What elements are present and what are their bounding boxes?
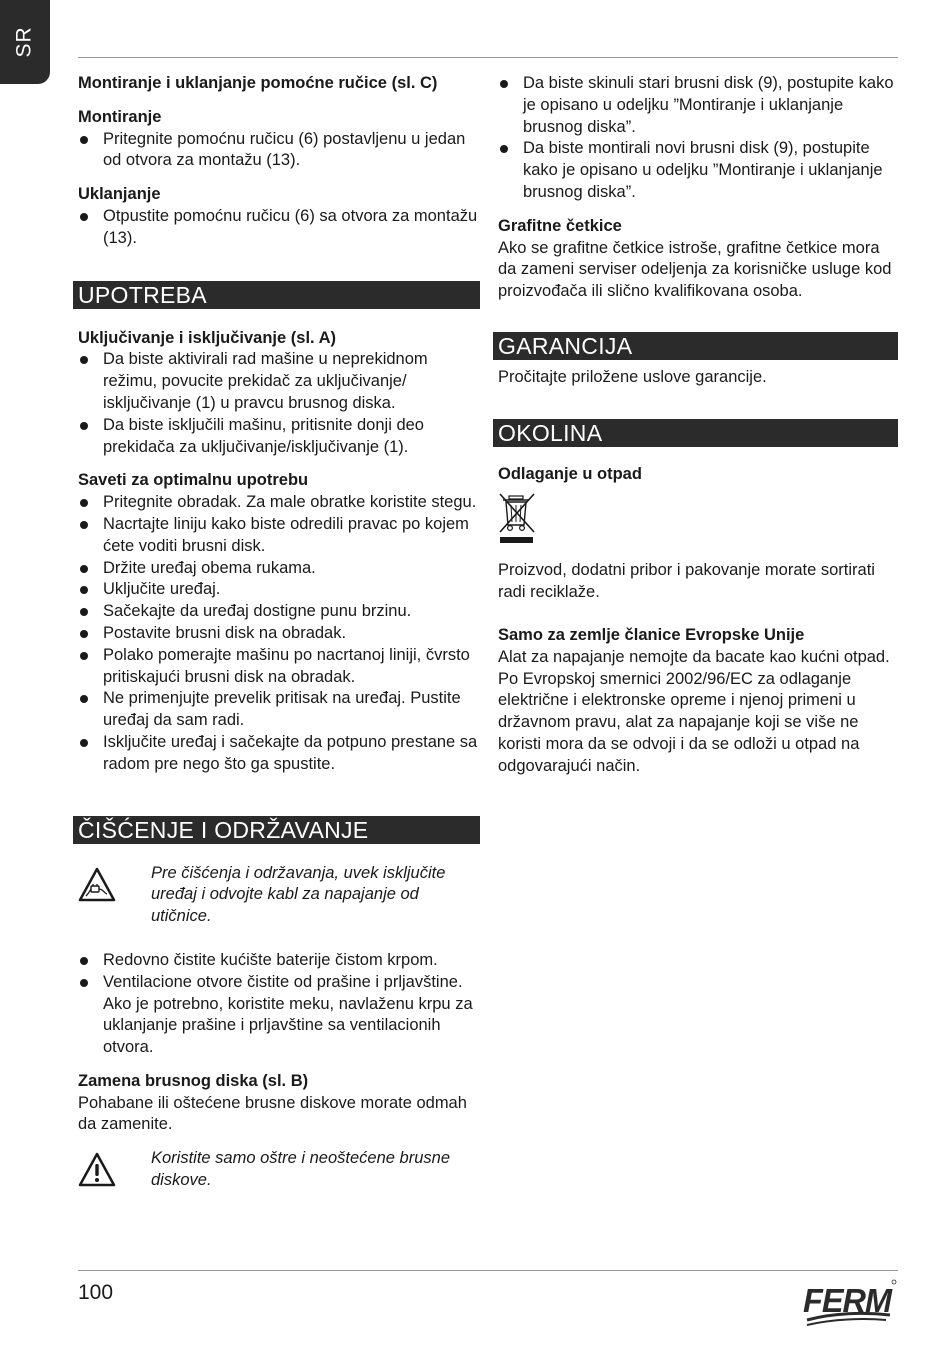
switch-subheading: Uključivanje i isključivanje (sl. A) (78, 328, 336, 347)
right-column (498, 73, 898, 778)
language-tab (0, 0, 50, 84)
disposal-subheading: Odlaganje u otpad (498, 464, 642, 483)
replace-disc-text: Pohabane ili oštećene brusne diskove morate odmah da zamenite. (78, 1093, 467, 1134)
switch-list (78, 349, 480, 458)
mount-subheading: Montiranje (78, 107, 162, 126)
list-item: Pritegnite pomoćnu ručicu (6) postavljenu u jedan od otvora za montažu (13). (78, 129, 480, 173)
section-bar-warranty: GARANCIJA (493, 332, 898, 360)
top-rule (78, 57, 898, 58)
page-number: 100 (78, 1281, 114, 1304)
weee-crossed-bin-icon (498, 492, 898, 551)
ferm-logo-text: FERM (803, 1282, 894, 1319)
list-item: Da biste isključili mašinu, pritisnite donji deo prekidača za uključivanje/isključivanje (1). (78, 415, 480, 459)
unmount-list (78, 206, 480, 250)
brushes-text: Ako se grafitne četkice istroše, grafitne četkice mora da zameni serviser odeljenja za korisničke usluge kod proizvođača ili slično kvalifikovana osoba. (498, 238, 892, 301)
list-item: Da biste montirali novi brusni disk (9), postupite kako je opisano u odeljku ”Montiranje i uklanjanje brusnog diska”. (498, 138, 898, 203)
replace-disc-subheading: Zamena brusnog diska (sl. B) (78, 1071, 309, 1090)
unmount-subheading: Uklanjanje (78, 185, 161, 204)
list-item: Polako pomerajte mašinu po nacrtanoj liniji, čvrsto pritiskajući brusni disk na obradak. (78, 645, 480, 689)
unplug-warning-icon (78, 863, 151, 910)
warning-triangle-icon (78, 1148, 151, 1195)
replace-note-text: Koristite samo oštre i neoštećene brusne diskove. (151, 1149, 450, 1190)
list-item: Ventilacione otvore čistite od prašine i prljavštine. Ako je potrebno, koristite meku, navlaženu krpu za uklanjanje prašine i prljavštine sa ventilacionih otvora. (78, 972, 480, 1059)
brushes-subheading: Grafitne četkice (498, 216, 622, 235)
list-item: Otpustite pomoćnu ručicu (6) sa otvora za montažu (13). (78, 206, 480, 250)
eu-subheading: Samo za zemlje članice Evropske Unije (498, 625, 805, 644)
section-bar-cleaning: ČIŠĆENJE I ODRŽAVANJE (73, 816, 480, 844)
cleaning-list (78, 950, 480, 1059)
list-item: Da biste skinuli stari brusni disk (9), postupite kako je opisano u odeljku ”Montiranje i uklanjanje brusnog diska”. (498, 73, 898, 138)
cleaning-note (78, 863, 480, 928)
list-item: Uključite uređaj. (78, 579, 480, 601)
left-column (78, 73, 480, 1195)
list-item: Nacrtajte liniju kako biste odredili pravac po kojem ćete voditi brusni disk. (78, 514, 480, 558)
list-item: Redovno čistite kućište baterije čistom krpom. (78, 950, 480, 972)
mount-list (78, 129, 480, 173)
tips-list (78, 492, 480, 775)
language-tab-label: SR (13, 26, 37, 58)
list-item: Sačekajte da uređaj dostigne punu brzinu. (78, 601, 480, 623)
disposal-text: Proizvod, dodatni pribor i pakovanje morate sortirati radi reciklaže. (498, 561, 875, 602)
disk-list (498, 73, 898, 204)
cleaning-note-text: Pre čišćenja i održavanja, uvek isključite uređaj i odvojte kabl za napajanje od utičnice. (151, 863, 446, 926)
eu-text: Alat za napajanje nemojte da bacate kao kućni otpad. Po Evropskoj smernici 2002/96/EC za odlaganje električne i elektronske opreme i njenoj primeni u državnom pravu, alat za napajanje koji se više ne koristi mora da se odvoji i da se odloži u otpad na odgovarajući način. (498, 647, 890, 775)
list-item: Ne primenjujte prevelik pritisak na uređaj. Pustite uređaj da sam radi. (78, 688, 480, 732)
mount-handle-heading: Montiranje i uklanjanje pomoćne ručice (sl. C) (78, 74, 438, 92)
list-item: Pritegnite obradak. Za male obratke koristite stegu. (78, 492, 480, 514)
list-item: Postavite brusni disk na obradak. (78, 623, 480, 645)
list-item: Isključite uređaj i sačekajte da potpuno prestane sa radom pre nego što ga spustite. (78, 732, 480, 776)
replace-note (78, 1148, 480, 1195)
list-item: Da biste aktivirali rad mašine u neprekidnom režimu, povucite prekidač za uključivanje/ isključivanje (1) u pravcu brusnog diska. (78, 349, 480, 414)
ferm-logo (798, 1276, 898, 1337)
warranty-text: Pročitajte priložene uslove garancije. (498, 367, 767, 386)
section-bar-usage: UPOTREBA (73, 281, 480, 309)
bottom-rule (78, 1270, 898, 1271)
section-bar-environment: OKOLINA (493, 419, 898, 447)
list-item: Držite uređaj obema rukama. (78, 558, 480, 580)
tips-subheading: Saveti za optimalnu upotrebu (78, 471, 309, 490)
